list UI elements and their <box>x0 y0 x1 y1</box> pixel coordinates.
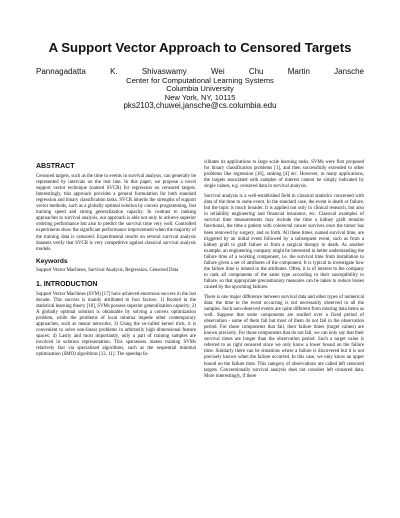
keywords-heading: Keywords <box>36 257 68 265</box>
right-column <box>204 160 364 384</box>
left-column <box>36 164 196 362</box>
author-names: Pannagadatta K. Shivaswamy Wei Chu Martin Jansche <box>36 67 364 76</box>
author-emails: pks2103,chuwei,jansche@cs.columbia.edu <box>123 101 277 111</box>
paragraph-1: cilitates its applications to large scale learning tasks. SVMs were first proposed for binary classification problems [1], and then successfully extended to other problems like regression [16], ranking [4] etc. However, in many applications, the targets associated with samples of interest cannot be simply indicated by single values, e.g. censored data in survival analysis. <box>204 160 364 190</box>
location-line: New York, NY, 10115 <box>164 92 236 102</box>
abstract-text: Censored targets, such as the time to events in survival analysis, can generally be represented by intervals on the real line. In this paper, we propose a novel support vector technique (named SVCR) for regression on censored targets. Interestingly, this approach provides a general formulation for both standard regression and binary classification tasks. SVCR inherits the strengths of support vector methods, such as a globally optimal solution by convex programming, fast training speed and strong generalization capacity. In contrast to ranking approaches to survival analysis, our approach is able not only to achieve superior ordering performance but also to predict the survival time very well. Controlled experiments show the significant performance improvement when the majority of the training data is censored. Experimental results on several survival analysis datasets verify that SVCR is very competitive against classical survival analysis models. <box>36 174 196 252</box>
affiliation-line-1: Center for Computational Learning Systems <box>126 75 274 85</box>
introduction-heading: 1. INTRODUCTION <box>36 280 98 288</box>
abstract-heading: ABSTRACT <box>36 163 75 170</box>
author-block <box>0 68 400 111</box>
paragraph-2: Survival analysis is a well-established field in classical statistics concerned with data of the time to some event. In the standard case, the event is death or failure, but the topic is much broader. It is applied not only in clinical research, but also in reliability engineering and financial insurance, etc. Classical examples of survival time measurements may include the time a kidney graft remains functional, the time a patient with colorectal cancer survives once the tumor has been removed by surgery, and so forth. All these times, named survival time, are triggered by an initial event followed by a subsequent event, such as from a kidney graft to graft failure or from a surgical therapy to death. As another example, an engineering company might be interested in better understanding the failure time of a working component, i.e. the survival time from installation to failure given a set of attributes of the component. It is typical to investigate how the failure time is related to the attributes. Often, it is of interest to the company to rank all components of the same type according to their susceptibility to failure, so that appropriate precautionary measures can be taken to reduce losses caused by the upcoming failures. <box>204 194 364 290</box>
keywords-text: Support Vector Machines, Survival Analysis, Regression, Censored Data <box>36 267 179 273</box>
paper-title: A Support Vector Approach to Censored Targets <box>48 40 352 55</box>
affiliation-line-2: Columbia University <box>166 84 234 94</box>
paragraph-3: There is one major difference between survival data and other types of numerical data: the time to the event occurring is not necessarily observed in all the samples. Such non-observed events are quite different from missing data items as well. Suppose that some components are studied over a fixed period of observation - some of them fail but most of them do not fail in the observation period. For those components that fail, their failure times (target values) are known precisely. For those components that do not fail, we can only say that their survival times are longer than the observation period. Such a target value is referred to as right censored since we only know a lower bound on the failure time. Similarly there can be situations where a failure is discovered but it is not precisely known when the failure occurred. In this case, we only know an upper bound on the failure time. This category of observations are called left censored targets. Conventionally survival analysis does not consider left censored data. More interestingly, if there <box>204 294 364 379</box>
introduction-text: Support Vector Machines (SVM) [17] have achieved enormous success in the last decade. This success is mainly attributed to four factors: 1) Rooted in the statistical learning theory [18], SVMs possess superior generalization capacity; 2) A globally optimal solution is obtainable by solving a convex optimization problem, while the problems of local minima impede other contemporary approaches, such as neural networks; 3) Using the so-called kernel trick, it is convenient to solve non-linear problems in arbitrarily high dimensional feature spaces; 4) Lastly and most importantly, only a part of training samples are involved in solution representation. This sparseness makes training SVMs relatively fast via specialized algorithms, such as the sequential minimal optimization (SMO) algorithms [12, 11]. The speedup fa- <box>36 291 196 358</box>
